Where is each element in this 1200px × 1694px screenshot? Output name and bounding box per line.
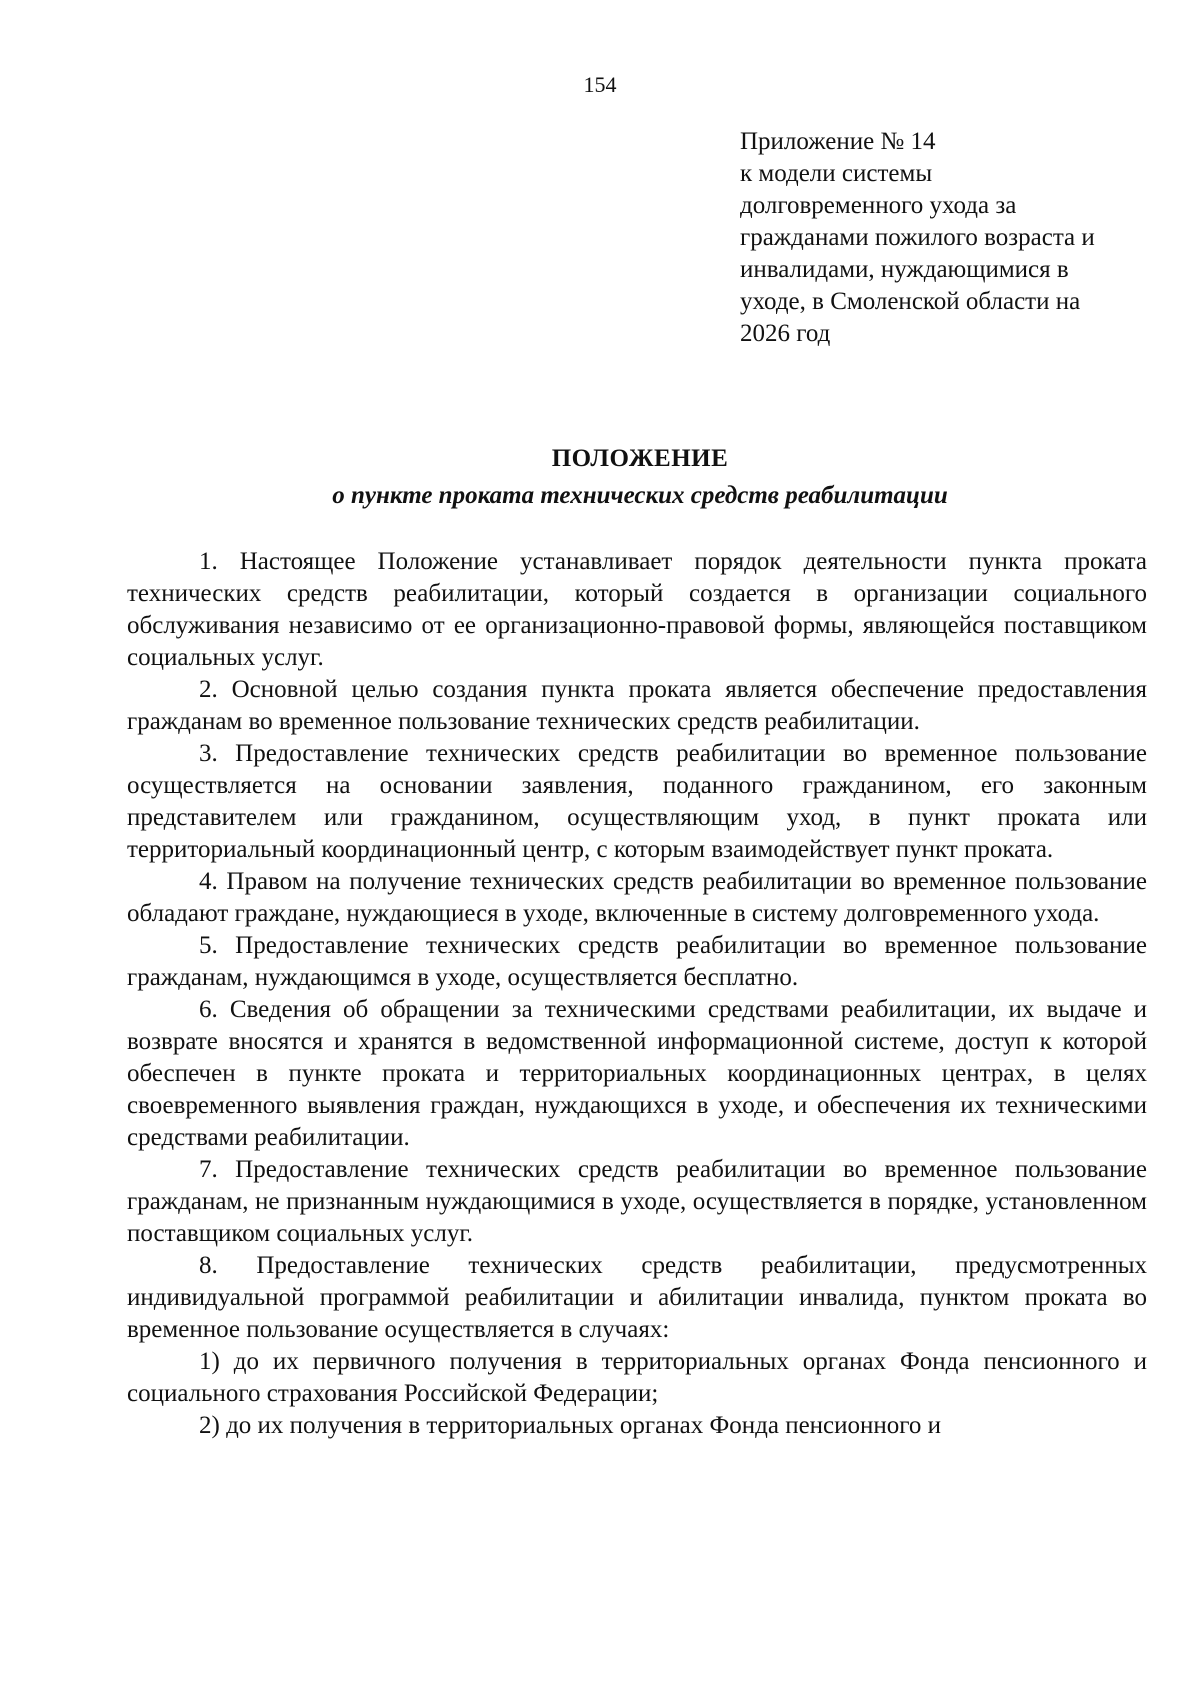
appendix-line: долговременного ухода за	[740, 192, 1017, 219]
appendix-line: уходе, в Смоленской области на	[740, 288, 1081, 315]
document-body	[127, 546, 1147, 1442]
paragraph-8: 8. Предоставление технических средств реабилитации, предусмотренных индивидуальной программой реабилитации и абилитации инвалида, пунктом проката во временное пользование осуществляется в случаях:	[127, 1252, 1147, 1343]
paragraph-1: 1. Настоящее Положение устанавливает порядок деятельности пункта проката технических средств реабилитации, который создается в организации социального обслуживания независимо от ее организационно-правовой формы, являющейся поставщиком социальных услуг.	[127, 548, 1147, 671]
appendix-line: инвалидами, нуждающимися в	[740, 256, 1069, 283]
paragraph-6: 6. Сведения об обращении за техническими средствами реабилитации, их выдаче и возврате вносятся и хранятся в ведомственной информационной системе, доступ к которой обеспечен в пункте проката и территориальных координационных центрах, в целях своевременного выявления граждан, нуждающихся в уходе, и обеспечения их техническими средствами реабилитации.	[127, 996, 1147, 1151]
paragraph-7: 7. Предоставление технических средств реабилитации во временное пользование гражданам, не признанным нуждающимися в уходе, осуществляется в порядке, установленном поставщиком социальных услуг.	[127, 1156, 1147, 1247]
paragraph-3: 3. Предоставление технических средств реабилитации во временное пользование осуществляется на основании заявления, поданного гражданином, его законным представителем или гражданином, осуществляющим уход, в пункт проката или территориальный координационный центр, с которым взаимодействует пункт проката.	[127, 740, 1147, 863]
appendix-line: к модели системы	[740, 160, 933, 187]
document-subtitle: о пункте проката технических средств реабилитации	[332, 482, 948, 509]
appendix-reference	[740, 126, 1160, 350]
list-item-2: 2) до их получения в территориальных органах Фонда пенсионного и	[199, 1412, 942, 1439]
appendix-line: гражданами пожилого возраста и	[740, 224, 1095, 251]
list-item-1: 1) до их первичного получения в территориальных органах Фонда пенсионного и социального страхования Российской Федерации;	[127, 1348, 1147, 1407]
paragraph-5: 5. Предоставление технических средств реабилитации во временное пользование гражданам, нуждающимся в уходе, осуществляется бесплатно.	[127, 932, 1147, 991]
appendix-line: 2026 год	[740, 320, 831, 347]
paragraph-4: 4. Правом на получение технических средств реабилитации во временное пользование обладают граждане, нуждающиеся в уходе, включенные в систему долговременного ухода.	[127, 868, 1147, 927]
paragraph-2: 2. Основной целью создания пункта проката является обеспечение предоставления гражданам во временное пользование технических средств реабилитации.	[127, 676, 1147, 735]
document-title: ПОЛОЖЕНИЕ	[551, 445, 729, 472]
page-number: 154	[583, 72, 617, 97]
appendix-line: Приложение № 14	[740, 128, 936, 155]
